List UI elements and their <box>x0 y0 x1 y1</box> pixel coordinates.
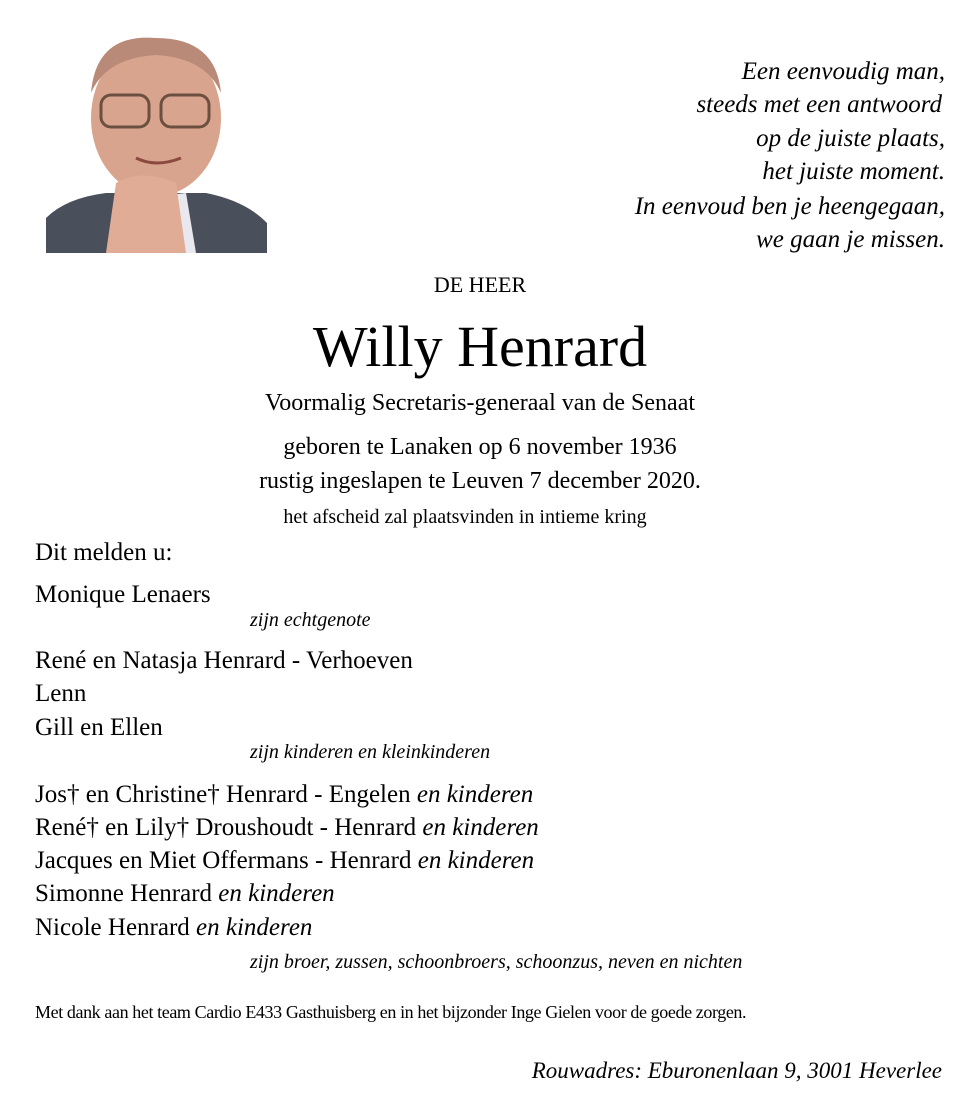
spouse-name: Monique Lenaers <box>35 581 211 608</box>
sibling-line <box>35 815 539 840</box>
poem-line: In eenvoud ben je heengegaan, <box>634 193 945 220</box>
children-relation: zijn kinderen en kleinkinderen <box>250 741 491 763</box>
sibling-line <box>35 782 533 807</box>
portrait-photo <box>46 33 267 253</box>
sibling-name: Jos† en Christine† Henrard - Engelen <box>35 781 411 808</box>
mourning-address: Rouwadres: Eburonenlaan 9, 3001 Heverlee <box>531 1058 942 1083</box>
thanks-line: Met dank aan het team Cardio E433 Gasthuisberg en in het bijzonder Inge Gielen voor de goede zorgen. <box>35 1002 747 1022</box>
poem-line: het juiste moment. <box>762 158 945 185</box>
sibling-suffix: en kinderen <box>417 847 535 874</box>
sibling-suffix: en kinderen <box>416 781 534 808</box>
sibling-name: René† en Lily† Droushoudt - Henrard <box>35 814 417 841</box>
announce-heading: Dit melden u: <box>35 539 173 566</box>
honorific: DE HEER <box>433 272 527 297</box>
sibling-line <box>35 915 312 940</box>
poem-line: Een eenvoudig man, <box>741 58 945 85</box>
deceased-function: Voormalig Secretaris-generaal van de Senaat <box>264 390 696 416</box>
child-name: Lenn <box>35 680 87 707</box>
sibling-suffix: en kinderen <box>196 914 313 941</box>
deceased-name: Willy Henrard <box>312 314 648 379</box>
spouse-relation: zijn echtgenote <box>250 609 371 631</box>
sibling-name: Jacques en Miet Offermans - Henrard <box>35 847 412 874</box>
sibling-line <box>35 881 335 906</box>
poem-line: op de juiste plaats, <box>756 125 945 152</box>
siblings-relation: zijn broer, zussen, schoonbroers, schoonzus, neven en nichten <box>250 951 743 973</box>
sibling-suffix: en kinderen <box>422 814 539 841</box>
farewell-line: het afscheid zal plaatsvinden in intieme kring <box>283 506 647 528</box>
poem-line: steeds met een antwoord <box>696 91 942 118</box>
sibling-name: Simonne Henrard <box>35 880 213 907</box>
child-name: René en Natasja Henrard - Verhoeven <box>35 647 413 674</box>
child-name: Gill en Ellen <box>35 714 163 741</box>
birth-line: geboren te Lanaken op 6 november 1936 <box>283 434 677 460</box>
sibling-line <box>35 848 534 873</box>
sibling-name: Nicole Henrard <box>35 914 190 941</box>
death-line: rustig ingeslapen te Leuven 7 december 2020. <box>259 468 701 494</box>
sibling-suffix: en kinderen <box>218 880 335 907</box>
poem-line: we gaan je missen. <box>756 226 945 253</box>
